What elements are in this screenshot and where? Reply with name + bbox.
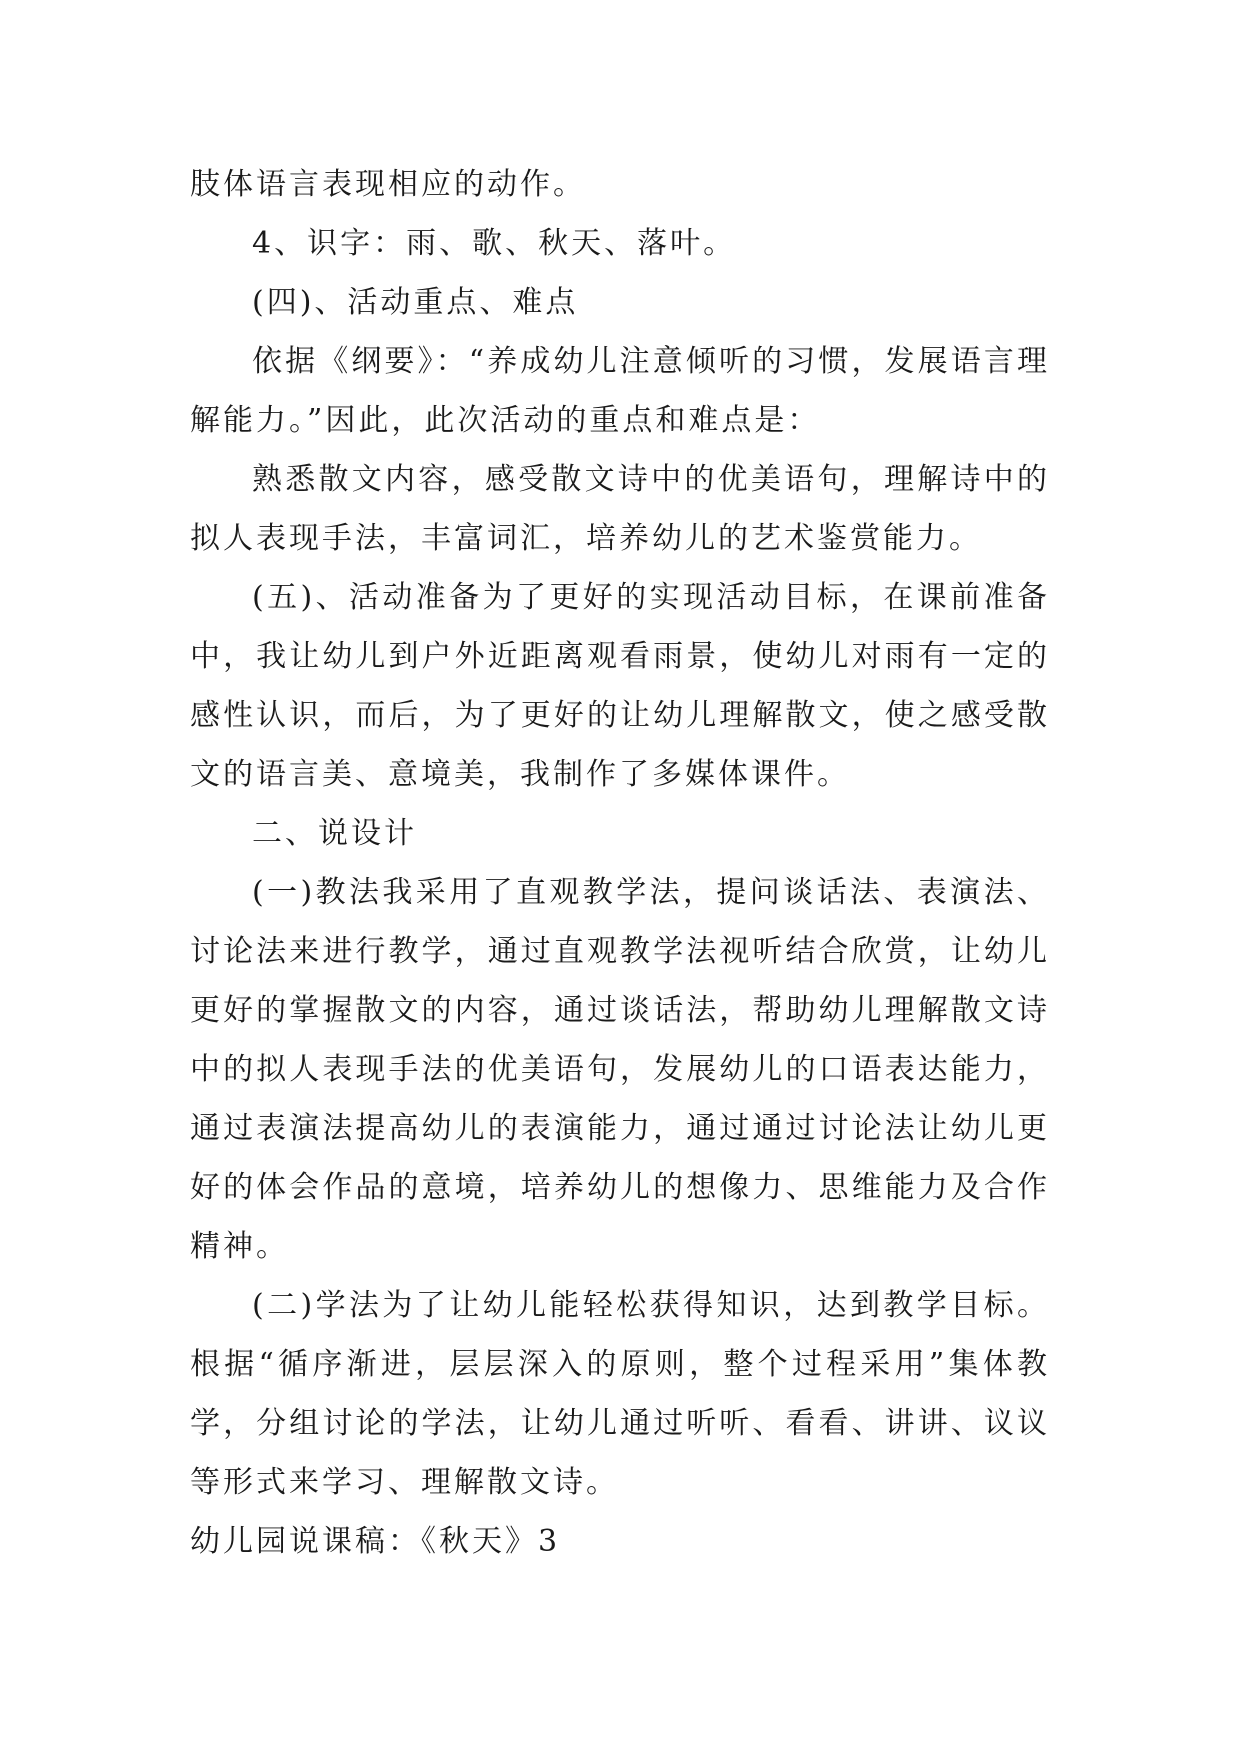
paragraph: (五)、活动准备为了更好的实现活动目标，在课前准备中，我让幼儿到户外近距离观看雨景，使幼儿对雨有一定的感性认识，而后，为了更好的让幼儿理解散文，使之感受散文的语言美、意境美，我制作了多媒体课件。: [190, 580, 1050, 792]
paragraph: 肢体语言表现相应的动作。: [190, 167, 586, 202]
document-body: [190, 155, 1050, 1571]
paragraph: (二)学法为了让幼儿能轻松获得知识，达到教学目标。根据“循序渐进，层层深入的原则，整个过程采用”集体教学，分组讨论的学法，让幼儿通过听听、看看、讲讲、议议等形式来学习、理解散文诗。: [190, 1288, 1050, 1500]
paragraph: 4、识字：雨、歌、秋天、落叶。: [252, 226, 737, 261]
section-heading: 二、说设计: [252, 816, 417, 851]
paragraph: 熟悉散文内容，感受散文诗中的优美语句，理解诗中的拟人表现手法，丰富词汇，培养幼儿的艺术鉴赏能力。: [190, 462, 1050, 556]
paragraph: (一)教法我采用了直观教学法，提问谈话法、表演法、讨论法来进行教学，通过直观教学法视听结合欣赏，让幼儿更好的掌握散文的内容，通过谈话法，帮助幼儿理解散文诗中的拟人表现手法的优美语句，发展幼儿的口语表达能力，通过表演法提高幼儿的表演能力，通过通过讨论法让幼儿更好的体会作品的意境，培养幼儿的想像力、思维能力及合作精神。: [190, 875, 1050, 1264]
section-heading: (四)、活动重点、难点: [252, 285, 579, 320]
paragraph: 依据《纲要》：“养成幼儿注意倾听的习惯，发展语言理解能力。”因此，此次活动的重点和难点是：: [190, 344, 1050, 438]
document-title: 幼儿园说课稿：《秋天》3: [190, 1524, 561, 1559]
